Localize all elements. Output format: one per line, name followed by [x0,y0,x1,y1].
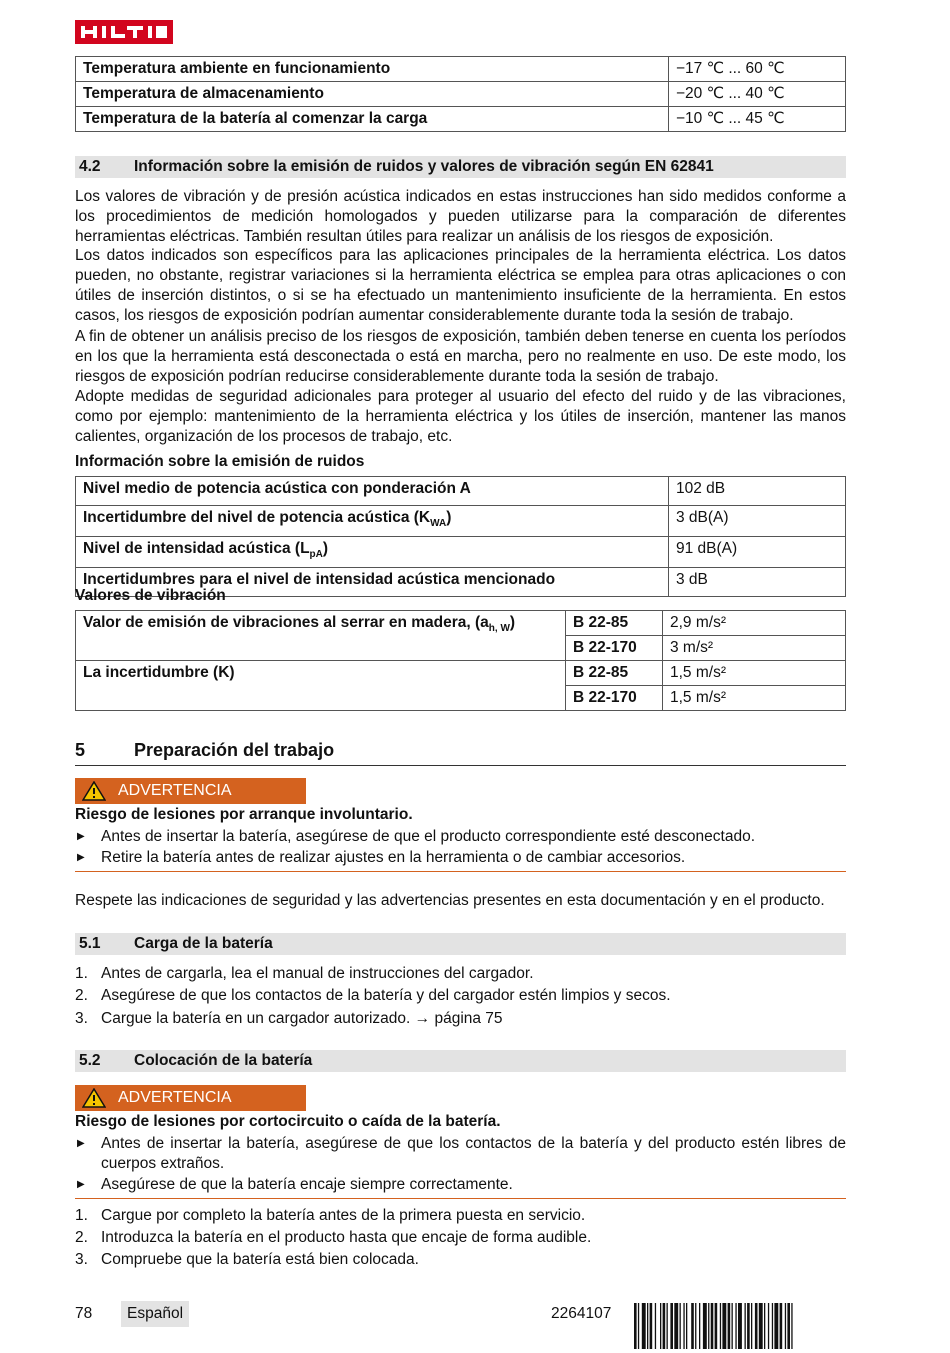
section-heading-4-2 [75,156,846,178]
section-number: 5.2 [79,1052,101,1069]
paragraph: A fin de obtener un análisis preciso de los riesgos de exposición, también deben tenerse en cuenta los períodos en los que la herramienta está desconectada o está en marcha, pero no realmente en uso. De este modo, los riesgos de exposición podrían reducirse considerablemente durante toda la sesión de trabajo. [75,328,846,385]
spec-value: −17 ℃ ... 60 ℃ [669,57,846,82]
warning-title: Riesgo de lesiones por arranque involuntario. [75,806,413,823]
bullet-triangle-icon: ▶ [77,1179,85,1190]
warning-banner [75,1085,306,1111]
spec-label: Temperatura de la batería al comenzar la carga [76,107,669,132]
warning-divider [75,1198,846,1199]
step-item: 3. Cargue la batería en un cargador autorizado. → página 75 [75,1010,503,1027]
chapter-number: 5 [75,740,86,760]
warning-label: ADVERTENCIA [118,782,232,799]
vibration-value: 1,5 m/s² [663,661,846,686]
section-title: Información sobre la emisión de ruidos y valores de vibración según EN 62841 [134,158,714,175]
paragraph: Los datos indicados son específicos para las aplicaciones principales de la herramienta eléctrica. Los datos pueden, no obstante, registrar variaciones si la herramienta eléctrica se emplea para otras aplicaciones o con útiles de inserción distintos, o si se ha efectuado un mantenimiento insuficiente de la herramienta. En estos casos, los riesgos de exposición podrían aumentar considerablemente durante toda la sesión de trabajo. [75,247,846,324]
step-item: 2. Introduzca la batería en el producto hasta que encaje de forma audible. [75,1229,592,1246]
table-row [76,107,846,132]
model-cell: B 22-170 [566,686,663,711]
spec-label: Nivel de intensidad acústica $(L_{pA})$ [76,537,669,568]
list-item: ▶ Antes de insertar la batería, asegúrese de que los contactos de la batería y del producto estén libres de cuerpos extraños. [77,1135,846,1172]
chapter-title: Preparación del trabajo [134,740,335,760]
list-item: ▶ Retire la batería antes de realizar ajustes en la herramienta o de cambiar accesorios. [77,849,686,866]
bullet-triangle-icon: ▶ [77,852,85,863]
list-item: ▶ Antes de insertar la batería, asegúrese de que el producto correspondiente esté desconectado. [77,828,756,845]
spec-label: Nivel medio de potencia acústica con ponderación A [76,477,669,506]
spec-value: −10 ℃ ... 45 ℃ [669,107,846,132]
spec-label: Incertidumbre del nivel de potencia acústica $(K_{WA})$ [76,506,669,537]
warning-title: Riesgo de lesiones por cortocircuito o caída de la batería. [75,1113,501,1130]
bullet-triangle-icon: ▶ [77,831,85,842]
step-item: 3. Compruebe que la batería está bien colocada. [75,1251,419,1268]
table-row [76,661,846,686]
page-number: 78 [75,1305,93,1322]
model-cell: B 22-170 [566,636,663,661]
paragraph: Respete las indicaciones de seguridad y las advertencias presentes en esta documentación y en el producto. [75,892,825,909]
spec-label: Temperatura de almacenamiento [76,82,669,107]
noise-table [75,476,846,597]
temperature-table [75,56,846,132]
model-cell: B 22-85 [566,661,663,686]
vibration-value: 2,9 m/s² [663,611,846,636]
section-title: Carga de la batería [134,935,273,952]
model-cell: B 22-85 [566,611,663,636]
language-label: Español [121,1301,189,1327]
spec-value: 3 dB [669,568,846,597]
vibration-value: 1,5 m/s² [663,686,846,711]
section-title: Colocación de la batería [134,1052,313,1069]
spec-value: 102 dB [669,477,846,506]
table-row [76,611,846,636]
table-row [76,537,846,568]
warning-label: ADVERTENCIA [118,1089,232,1106]
chapter-heading-5 [75,740,846,766]
barcode [634,1303,845,1349]
warning-banner [75,778,306,804]
step-item: 1. Cargue por completo la batería antes de la primera puesta en servicio. [75,1207,586,1224]
section-number: 5.1 [79,935,101,952]
step-item: 2. Asegúrese de que los contactos de la batería y del cargador estén limpios y secos. [75,987,671,1004]
step-item: 1. Antes de cargarla, lea el manual de instrucciones del cargador. [75,965,534,982]
table-row [76,57,846,82]
spec-value: 91 dB(A) [669,537,846,568]
paragraph: Adopte medidas de seguridad adicionales para proteger al usuario del efecto del ruido y de las vibraciones, como por ejemplo: mantenimiento de la herramienta eléctrica y los útiles de inserción, mantener las manos calientes, organización de los procesos de trabajo, etc. [75,388,846,445]
vibration-heading: Valores de vibración [75,587,226,604]
vibration-table [75,610,846,711]
vibration-value: 3 m/s² [663,636,846,661]
section-heading-5-2 [75,1050,846,1072]
spec-label: Incertidumbres para el nivel de intensidad acústica mencionado [76,568,669,597]
spec-value: 3 dB(A) [669,506,846,537]
spec-value: −20 ℃ ... 40 ℃ [669,82,846,107]
document-number: 2264107 [551,1305,612,1322]
spec-label: Temperatura ambiente en funcionamiento [76,57,669,82]
table-row [76,477,846,506]
section-number: 4.2 [79,158,101,175]
uncertainty-label: La incertidumbre (K) [76,661,566,711]
vibration-label: Valor de emisión de vibraciones al serrar en madera, $(a_{h, W})$ [76,611,566,661]
bullet-triangle-icon: ▶ [77,1138,85,1149]
table-row [76,506,846,537]
warning-divider [75,871,846,872]
table-row [76,82,846,107]
paragraph: Los valores de vibración y de presión acústica indicados en estas instrucciones han sido medidos conforme a los procedimientos de medición homologados y pueden utilizarse para la comparación de diferentes herramientas eléctricas. También resultan útiles para realizar un análisis de los riesgos de exposición. [75,188,846,245]
noise-heading: Información sobre la emisión de ruidos [75,453,365,470]
list-item: ▶ Asegúrese de que la batería encaje siempre correctamente. [77,1176,513,1193]
hilti-logo [75,20,173,44]
section-heading-5-1 [75,933,846,955]
